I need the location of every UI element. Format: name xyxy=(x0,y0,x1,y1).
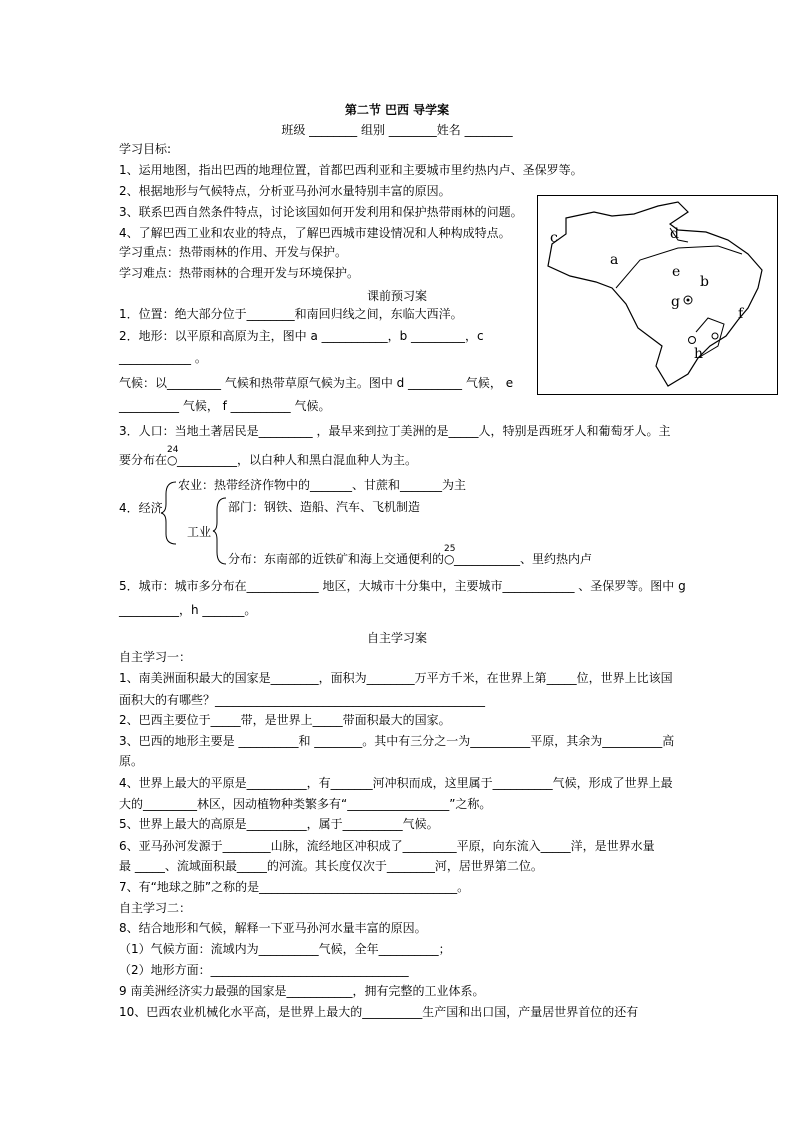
self-study-item: 5、世界上最大的高原是__________，属于__________气候。 xyxy=(119,817,439,831)
self-study-item: 4、世界上最大的平原是__________，有_______河冲积而成，这里属于__________气候，形成了世界上最 xyxy=(119,776,673,790)
key-point: 学习重点：热带雨林的作用、开发与保护。 xyxy=(119,245,348,259)
map-label-g: g xyxy=(671,294,680,310)
difficulty: 学习难点：热带雨林的合理开发与环境保护。 xyxy=(119,266,360,280)
self-study-item: 6、亚马孙河发源于________山脉，流经地区冲积成了_________平原，向东流入_____洋，是世界水量 xyxy=(119,839,655,853)
self-study-item: 2、巴西主要位于_____带，是世界上_____带面积最大的国家。 xyxy=(119,713,451,727)
preview-q2a: 2．地形：以平原和高原为主，图中 a ___________，b _________，c xyxy=(119,329,484,343)
circle-marker-24: 24 ○ xyxy=(167,445,179,467)
map-label-a: a xyxy=(610,252,619,268)
economy-label: 4．经济 xyxy=(119,501,163,515)
self-study-item: 原。 xyxy=(119,754,144,768)
header-info: 班级 ________ 组别 ________姓名 ________ xyxy=(281,123,513,137)
page-title: 第二节 巴西 导学案 xyxy=(344,103,450,117)
preview-q2c: 气候：以_________ 气候和热带草原气候为主。图中 d _________ 气候， e xyxy=(119,376,514,390)
self-study-item: 3、巴西的地形主要是 __________和 ________。其中有三分之一为__________平原，其余为__________高 xyxy=(119,734,675,748)
objective-item: 3、联系巴西自然条件特点，讨论该国如何开发利用和保护热带雨林的问题。 xyxy=(119,205,523,219)
economy-agriculture: 农业：热带经济作物中的_______、甘蔗和_______为主 xyxy=(178,478,467,492)
self-study-item: 面积大的有哪些？_____________________________________________ xyxy=(119,693,486,707)
self-study-item: 9 南美洲经济实力最强的国家是___________，拥有完整的工业体系。 xyxy=(119,984,485,998)
objective-item: 1、运用地图，指出巴西的地理位置，首都巴西利亚和主要城市里约热内卢、圣保罗等。 xyxy=(119,163,583,177)
map-label-e: e xyxy=(672,264,681,280)
self-study-item: 最 _____、流域面积最_____的河流。其长度仅次于________河，居世界第二位。 xyxy=(119,859,543,873)
objectives-heading: 学习目标: xyxy=(119,142,172,156)
preview-heading: 课前预习案 xyxy=(366,289,427,303)
self-study-item: 1、南美洲面积最大的国家是________，面积为________万平方千米，在世界上第_____位，世界上比该国 xyxy=(119,671,673,685)
industry-departments: 部门：钢铁、造船、汽车、飞机制造 xyxy=(228,500,421,514)
preview-q3a: 3．人口：当地土著居民是_________ ，最早来到拉丁美洲的是_____人，特别是西班牙人和葡萄牙人。主 xyxy=(119,424,671,438)
circle-marker-25: 25 ○ xyxy=(444,544,456,566)
objective-item: 4、了解巴西工业和农业的特点，了解巴西城市建设情况和人种构成特点。 xyxy=(119,226,511,240)
map-label-d: d xyxy=(670,226,679,242)
preview-q5a: 5．城市：城市多分布在____________ 地区，大城市十分集中，主要城市____________ 、圣保罗等。图中 g xyxy=(119,579,686,593)
objective-item: 2、根据地形与气候特点，分析亚马孙河水量特别丰富的原因。 xyxy=(119,184,451,198)
map-label-f: f xyxy=(738,306,744,322)
self-study-item: 10、巴西农业机械化水平高，是世界上最大的__________生产国和出口国，产量居世界首位的还有 xyxy=(119,1005,639,1019)
self-study-item: 大的_________林区，因动植物种类繁多有“_________________”之称。 xyxy=(119,797,492,811)
preview-q3b: 要分布在 24 ○__________，以白种人和黑白混血种人为主。 xyxy=(119,445,418,467)
self-study-item: 7、有“地球之肺”之称的是_________________________________。 xyxy=(119,880,470,894)
industry-distribution: 分布：东南部的近铁矿和海上交通便利的 25 ○___________、里约热内卢 xyxy=(228,544,593,566)
self-study-item: （1）气候方面：流域内为__________气候，全年__________； xyxy=(119,942,451,956)
preview-q5b: __________，h _______。 xyxy=(119,603,257,617)
preview-q2d: __________ 气候， f __________ 气候。 xyxy=(119,399,331,413)
self-study-heading: 自主学习案 xyxy=(366,631,427,645)
economy-brace xyxy=(160,480,180,546)
self-study-item: （2）地形方面：_________________________________ xyxy=(119,963,409,977)
map-label-h: h xyxy=(694,346,704,362)
preview-q1: 1．位置：绝大部分位于________和南回归线之间，东临大西洋。 xyxy=(119,307,463,321)
preview-q2b: ____________ 。 xyxy=(119,351,207,365)
self-study-part1: 自主学习一： xyxy=(119,650,192,664)
map-label-b: b xyxy=(700,274,709,290)
self-study-part2: 自主学习二： xyxy=(119,901,192,915)
economy-industry-label: 工业 xyxy=(187,525,212,539)
map-label-c: c xyxy=(550,230,558,246)
self-study-item: 8、结合地形和气候，解释一下亚马孙河水量丰富的原因。 xyxy=(119,921,427,935)
